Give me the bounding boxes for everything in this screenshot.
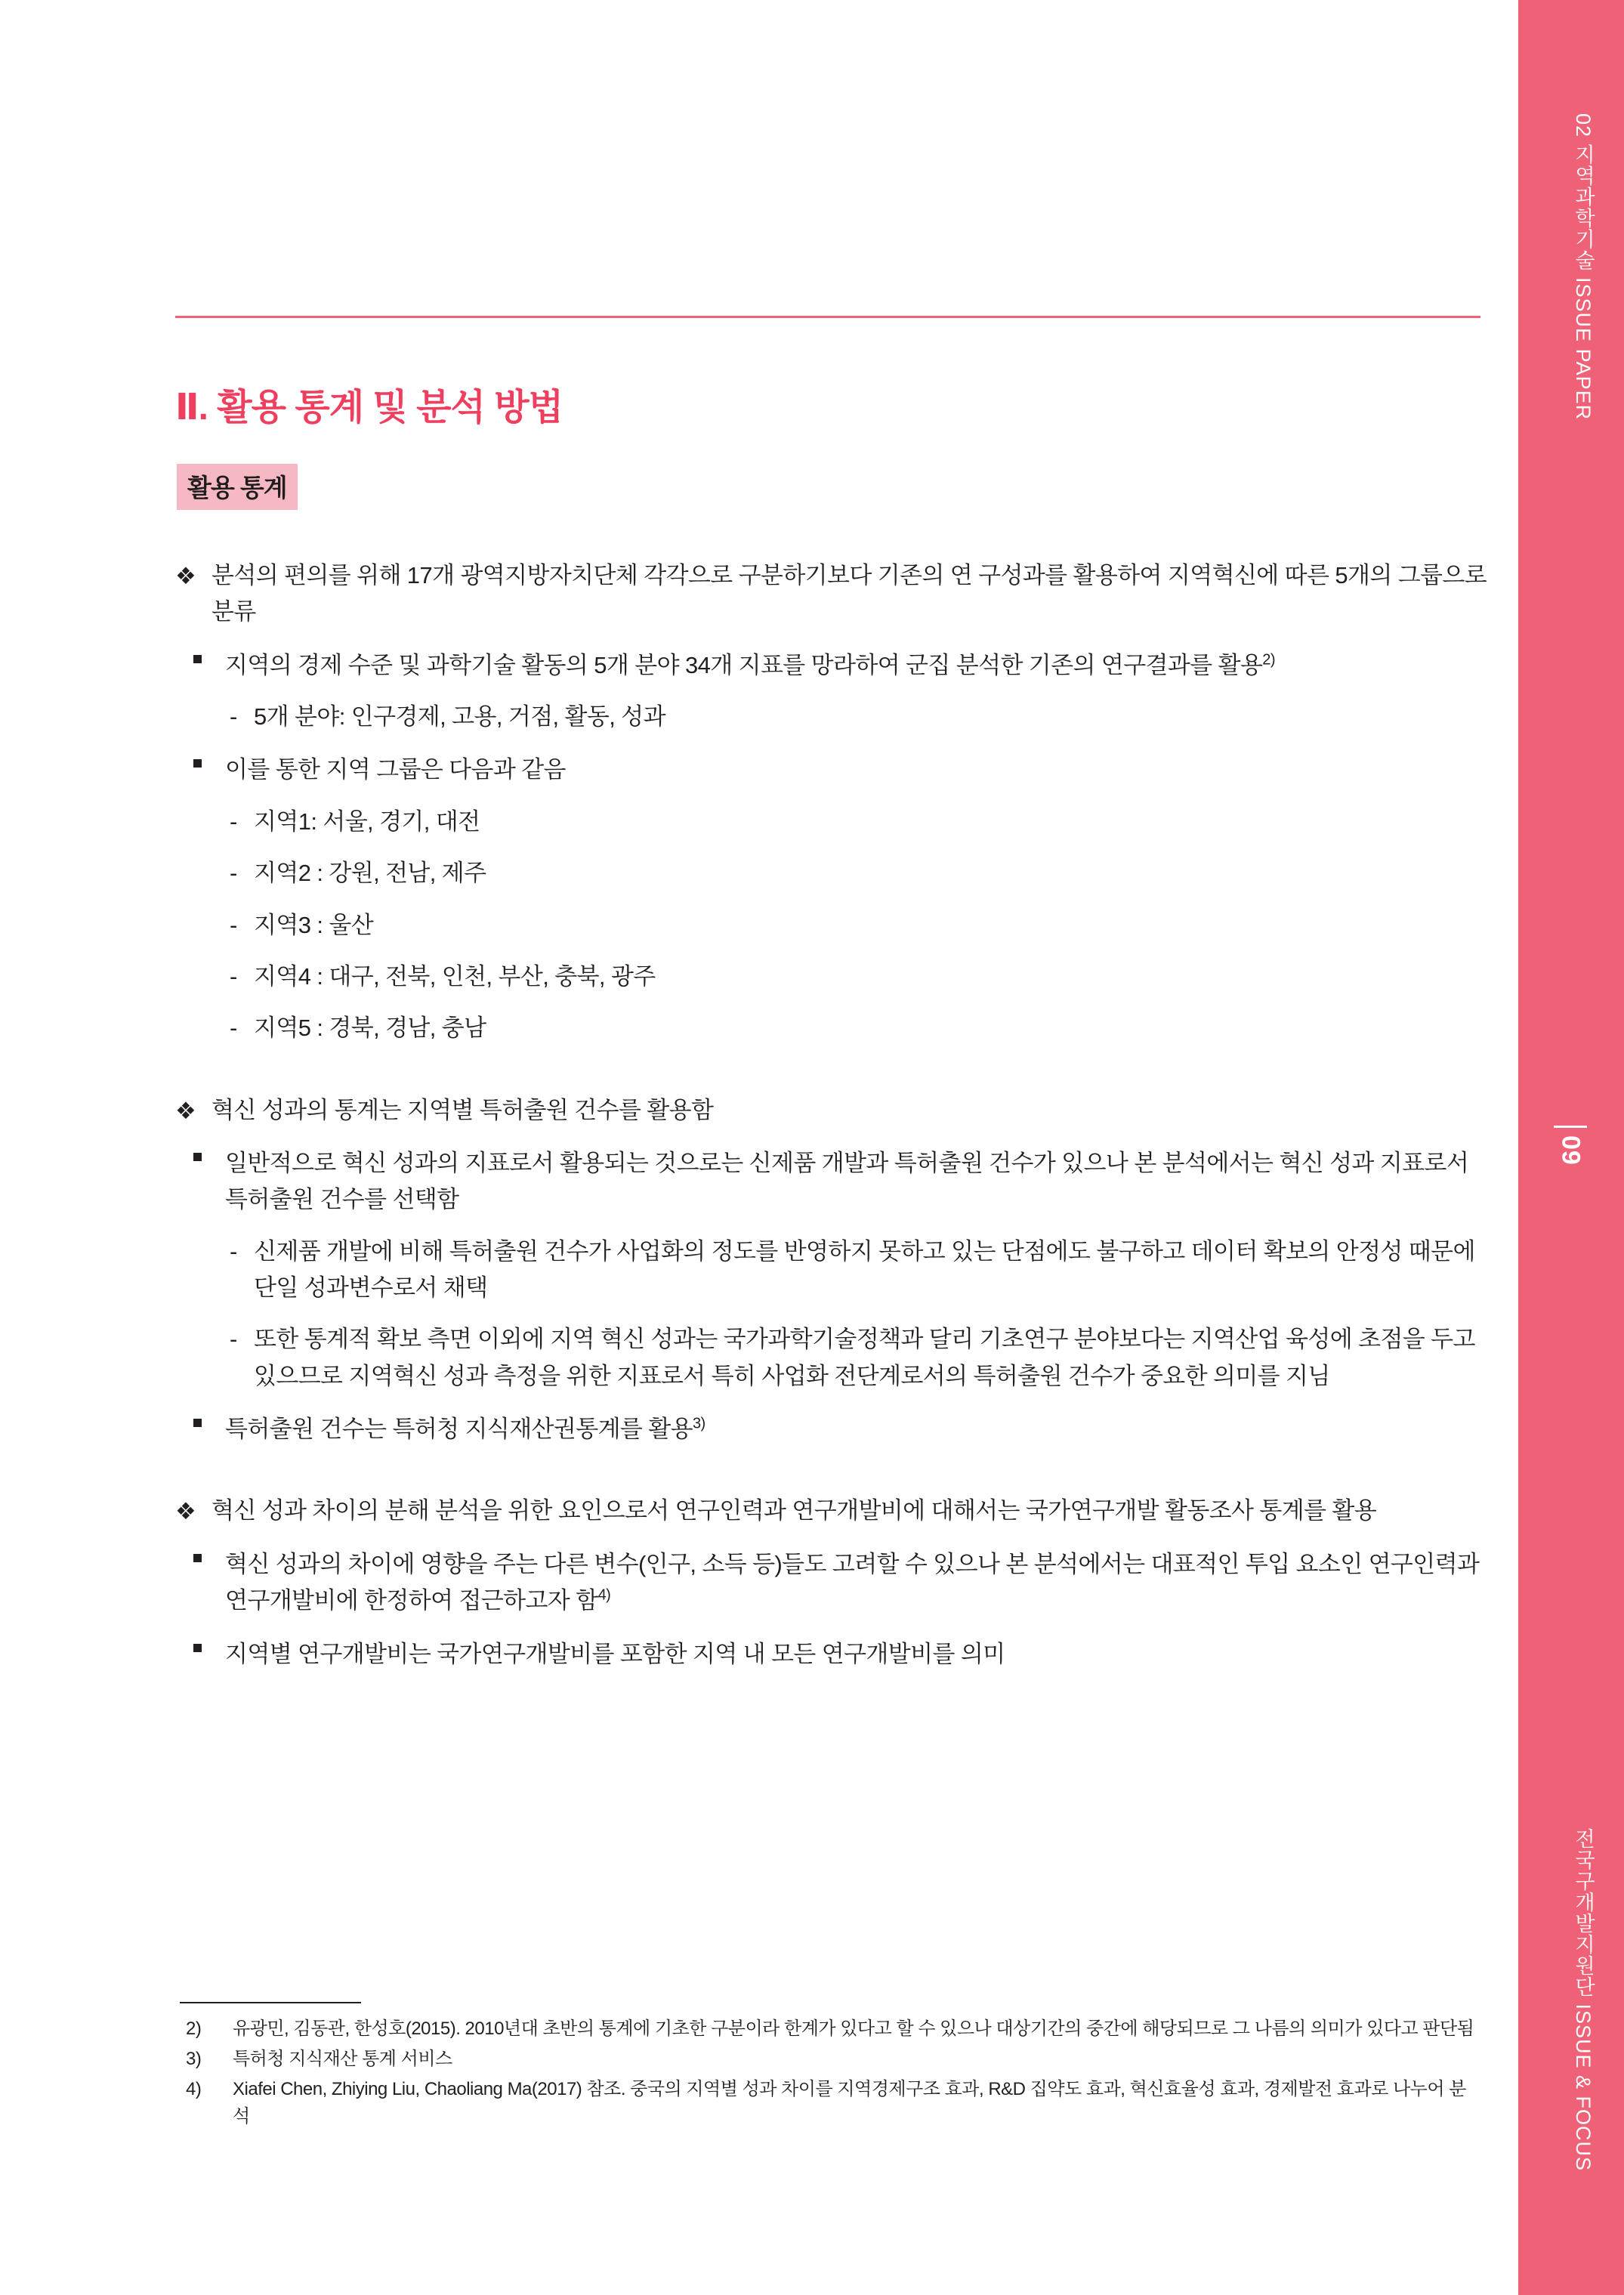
list-item <box>228 1321 1490 1395</box>
diamond-bullet-icon: ❖ <box>175 1498 196 1525</box>
list-item-text: 또한 통계적 확보 측면 이외에 지역 혁신 성과는 국가과학기술정책과 달리 기초연구 분야보다는 지역산업 육성에 초점을 두고 있으므로 지역혁신 성과 측정을 위한 지표로서 특히 사업화 전단계로서의 특허출원 건수가 중요한 의미를 지님 <box>254 1326 1475 1389</box>
footnote-number: 2) <box>186 2019 202 2039</box>
list-spacer <box>175 1047 1490 1073</box>
list-item <box>189 647 1490 684</box>
list-item <box>189 1411 1490 1447</box>
list-item <box>228 699 1490 735</box>
footnote-ref[interactable]: 4) <box>597 1586 611 1604</box>
list-item-text: 지역별 연구개발비는 국가연구개발비를 포함한 지역 내 모든 연구개발비를 의미 <box>225 1640 1005 1667</box>
page-title: Ⅱ. 활용 통계 및 분석 방법 <box>175 388 563 428</box>
list-item-text: 이를 통한 지역 그룹은 다음과 같음 <box>225 756 566 783</box>
sidebar <box>1518 0 1624 2295</box>
list-item-text: 지역3 : 울산 <box>254 911 374 938</box>
square-bullet-icon <box>193 1644 202 1652</box>
square-bullet-icon <box>193 1153 202 1161</box>
list-item-text: 특허출원 건수는 특허청 지식재산권통계를 활용 <box>225 1416 693 1443</box>
square-bullet-icon <box>193 655 202 663</box>
page-number: 09 <box>1556 1135 1585 1166</box>
footnote-item <box>180 2046 1479 2073</box>
footnote-number: 4) <box>186 2079 202 2099</box>
footnote-text: 유광민, 김동관, 한성호(2015). 2010년대 초반의 통계에 기초한 구분이라 한계가 있다고 할 수 있으나 대상기간의 중간에 해당되므로 그 나름의 의미가 있다고 판단됨 <box>233 2019 1474 2039</box>
square-bullet-icon <box>193 1419 202 1427</box>
list-item <box>228 855 1490 891</box>
list-item-text: 분석의 편의를 위해 17개 광역지방자치단체 각각으로 구분하기보다 기존의 연 구성과를 활용하여 지역혁신에 따른 5개의 그룹으로 분류 <box>211 562 1487 625</box>
dash-bullet-icon: - <box>230 911 237 938</box>
list-item <box>189 1546 1490 1620</box>
list-item <box>189 752 1490 788</box>
page-number-rule <box>1554 1126 1587 1128</box>
list-item-text: 신제품 개발에 비해 특허출원 건수가 사업화의 정도를 반영하지 못하고 있는 단점에도 불구하고 데이터 확보의 안정성 때문에 단일 성과변수로서 채택 <box>254 1237 1475 1302</box>
dash-bullet-icon: - <box>230 1237 237 1265</box>
footnote-list <box>180 2015 1479 2130</box>
footnote-ref[interactable]: 3) <box>692 1415 705 1432</box>
footnote-item <box>180 2015 1479 2043</box>
list-item <box>175 1493 1490 1529</box>
sidebar-top-label: 02 지역과학기술 ISSUE PAPER <box>1572 113 1595 421</box>
dash-bullet-icon: - <box>230 703 237 731</box>
footnote-item <box>180 2076 1479 2130</box>
footnote-number: 3) <box>186 2049 202 2069</box>
dash-bullet-icon: - <box>230 808 237 835</box>
list-item-text: 지역5 : 경북, 경남, 충남 <box>254 1015 486 1042</box>
list-item-text: 혁신 성과의 통계는 지역별 특허출원 건수를 활용함 <box>211 1096 714 1123</box>
list-item <box>175 1092 1490 1129</box>
footnote-text: Xiafei Chen, Zhiying Liu, Chaoliang Ma(2017) 참조. 중국의 지역별 성과 차이를 지역경제구조 효과, R&D 집약도 효과, 혁신효율성 효과, 경제발전 효과로 나누어 분석 <box>233 2079 1466 2127</box>
list-item <box>228 804 1490 840</box>
square-bullet-icon <box>193 1554 202 1562</box>
list-item-text: 지역의 경제 수준 및 과학기술 활동의 5개 분야 34개 지표를 망라하여 군집 분석한 기존의 연구결과를 활용 <box>225 651 1263 678</box>
dash-bullet-icon: - <box>230 962 237 990</box>
header-rule <box>175 316 1480 318</box>
footnotes <box>180 2002 1479 2133</box>
list-item-text: 혁신 성과 차이의 분해 분석을 위한 요인으로서 연구인력과 연구개발비에 대해서는 국가연구개발 활동조사 통계를 활용 <box>211 1497 1377 1524</box>
list-item-text: 지역2 : 강원, 전남, 제주 <box>254 860 486 887</box>
dash-bullet-icon: - <box>230 1015 237 1042</box>
footnote-ref[interactable]: 2) <box>1262 651 1275 669</box>
dash-bullet-icon: - <box>230 1326 237 1353</box>
list-item-text: 일반적으로 혁신 성과의 지표로서 활용되는 것으로는 신제품 개발과 특허출원 건수가 있으나 본 분석에서는 혁신 성과 지표로서 특허출원 건수를 선택함 <box>225 1149 1469 1213</box>
list-item <box>228 1010 1490 1046</box>
body-content <box>175 538 1490 1673</box>
list-spacer <box>175 1447 1490 1473</box>
list-item <box>228 959 1490 995</box>
list-item <box>175 558 1490 631</box>
list-item-text: 혁신 성과의 차이에 영향을 주는 다른 변수(인구, 소득 등)들도 고려할 수 있으나 본 분석에서는 대표적인 투입 요소인 연구인력과 연구개발비에 한정하여 접근하고자 함 <box>225 1550 1480 1614</box>
diamond-bullet-icon: ❖ <box>175 1097 196 1124</box>
content-list <box>175 558 1490 1673</box>
sidebar-bottom-label: 전국구개발지원단 ISSUE & FOCUS <box>1572 1828 1595 2172</box>
section-badge: 활용 통계 <box>177 464 298 510</box>
list-item <box>189 1145 1490 1219</box>
footnote-rule <box>180 2002 361 2003</box>
footnote-text: 특허청 지식재산 통계 서비스 <box>233 2049 452 2069</box>
diamond-bullet-icon: ❖ <box>175 563 196 589</box>
list-item <box>228 907 1490 944</box>
page-number-block <box>1536 1126 1604 1169</box>
dash-bullet-icon: - <box>230 860 237 887</box>
list-item <box>189 1636 1490 1673</box>
list-item-text: 5개 분야: 인구경제, 고용, 거점, 활동, 성과 <box>254 703 665 731</box>
list-item <box>228 1234 1490 1307</box>
square-bullet-icon <box>193 759 202 768</box>
list-item-text: 지역1: 서울, 경기, 대전 <box>254 808 480 835</box>
list-item-text: 지역4 : 대구, 전북, 인천, 부산, 충북, 광주 <box>254 962 656 990</box>
